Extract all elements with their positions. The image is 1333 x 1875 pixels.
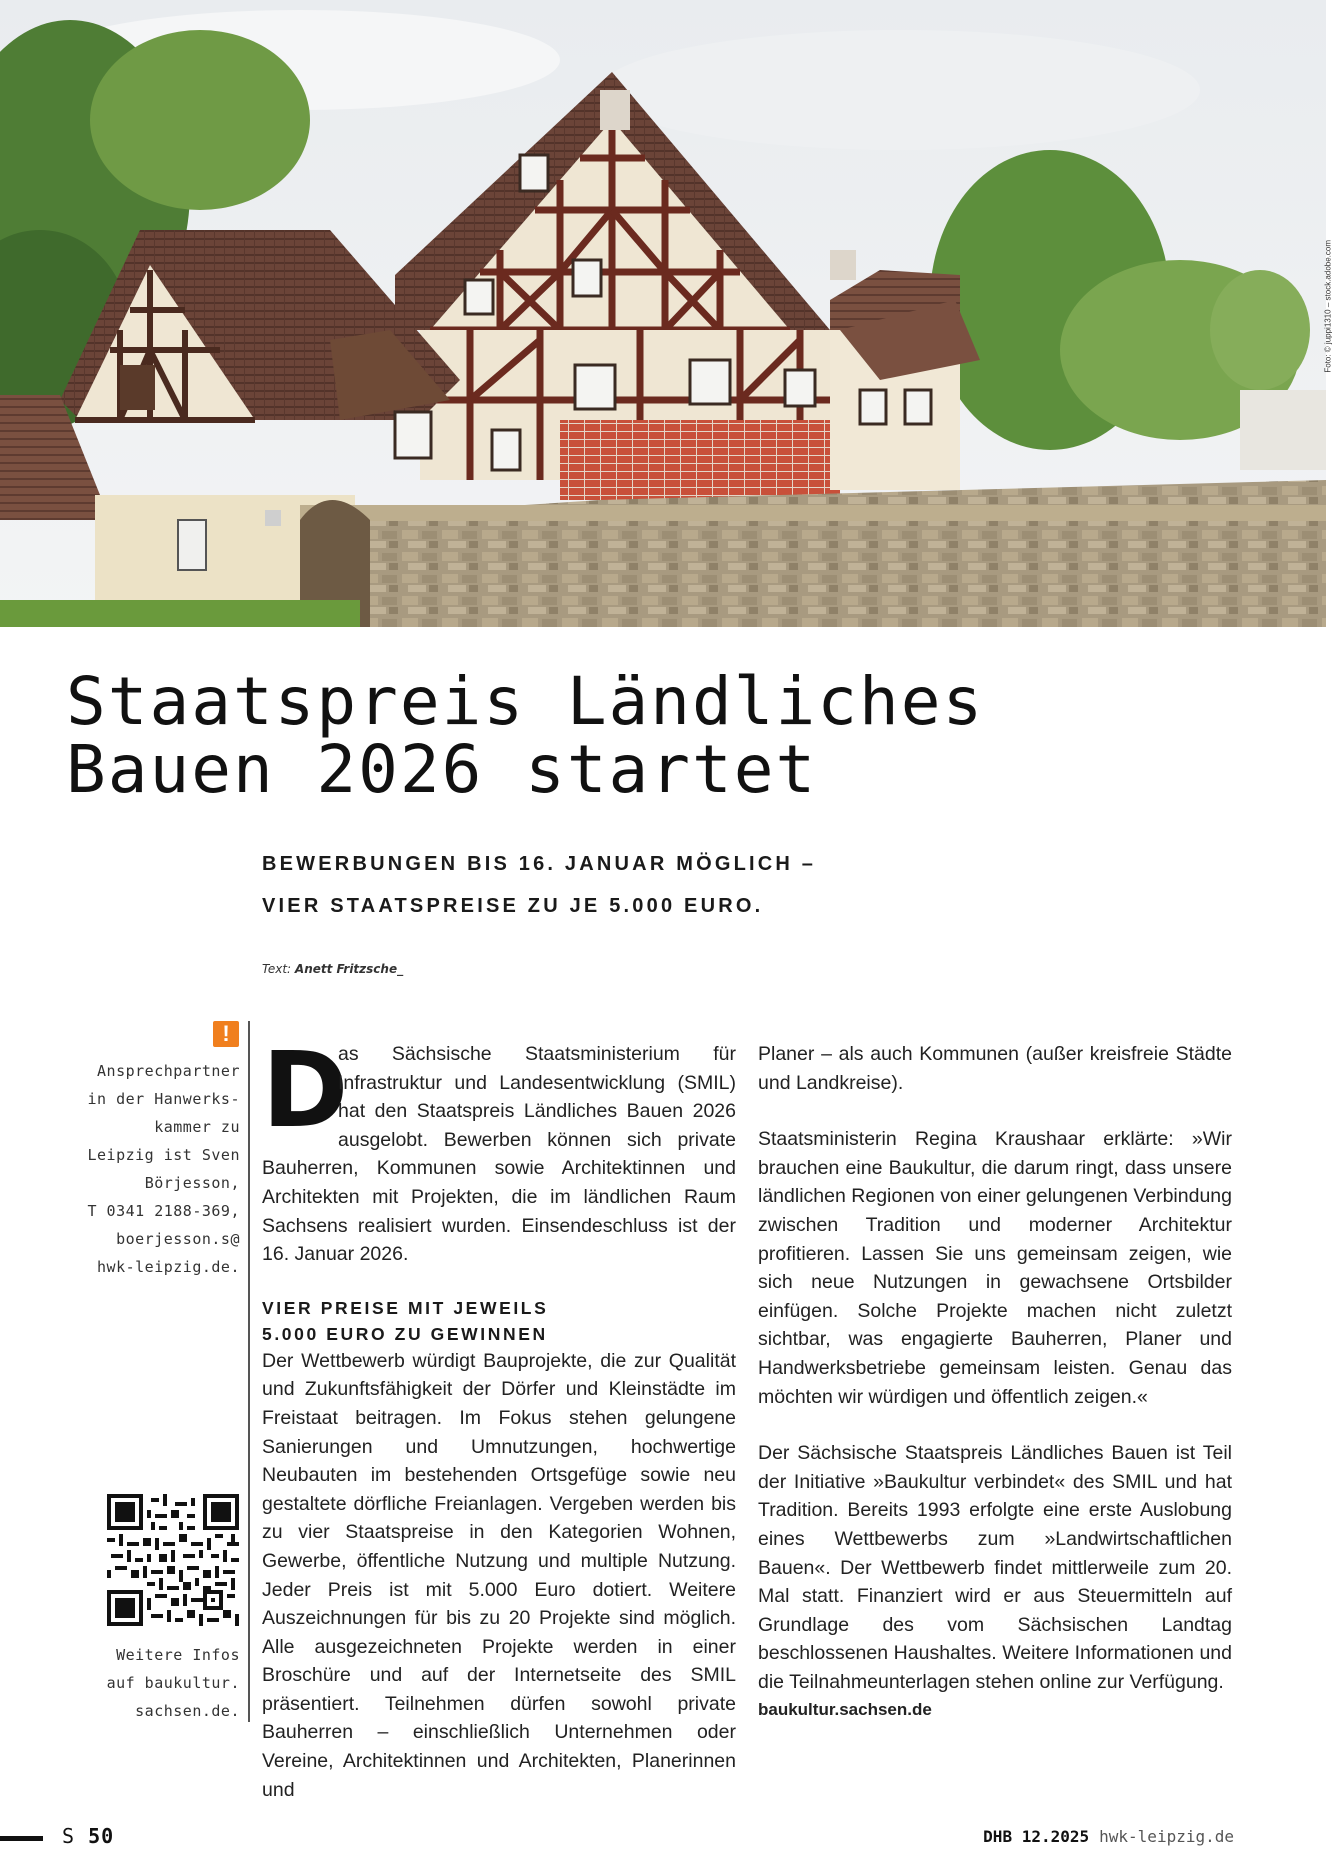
author-prefix: Text: [262,962,295,976]
article-column-2 [758,1040,1232,1725]
quote-paragraph: Staatsministerin Regina Kraushaar erklärte: »Wir brauchen eine Baukultur, die darum ringt, dass unsere ländlichen Regionen von einer gelungenen Verbindung zwischen Tradition und moderner Architektur profitieren. Lassen Sie uns gemeinsam zeigen, wie sich neue Nutzungen in gewachsene Ortsbilder einfügen. Solche Projekte machen nicht zuletzt sichtbar, was engagierte Bauherren, Planer und Handwerksbetriebe gemeinsam leisten. Genau das möchten wir würdigen und öffentlich zeigen.« [758,1128,1232,1408]
author-name: Anett Fritzsche_ [294,962,404,976]
sidebar-more-line[interactable]: auf baukultur. [106,1674,240,1692]
subline-line-1: BEWERBUNGEN BIS 16. JANUAR MÖGLICH – [262,853,817,875]
sidebar-contact-line: in der Hanwerks- [87,1090,240,1108]
issue-label: DHB 12.2025 [983,1827,1090,1846]
sidebar-contact-line: Börjesson, [144,1174,240,1192]
sidebar-contact-line: kammer zu [154,1118,240,1136]
photo-credit: Foto: © juppi1310 – stock.adobe.com [1324,240,1333,373]
page-number [62,1824,114,1848]
sidebar-divider [248,1021,250,1722]
info-alert-icon: ! [213,1021,239,1047]
subline-line-2: VIER STAATSPREISE ZU JE 5.000 EURO. [262,895,764,917]
sidebar-contact-line: T 0341 2188-369, [87,1202,240,1220]
headline-line-1: Staatspreis Ländliches [66,663,985,740]
sidebar-more-info [60,1641,240,1725]
headline-line-2: Bauen 2026 startet [66,731,818,808]
section-heading-line-1: VIER PREISE MIT JEWEILS [262,1297,549,1318]
body-paragraph: Der Wettbewerb würdigt Bauprojekte, die zur Qualität und Zukunftsfähigkeit der Dörfer und Kleinstädte im Freistaat beitragen. Im Fokus stehen gelungene Sanierungen und Umnutzungen, hochwertige Neubauten im bestehenden Ortsgefüge sowie neu gestaltete dörfliche Freianlagen. Vergeben werden bis zu vier Staatspreise in den Kategorien Wohnen, Gewerbe, öffentliche Nutzung und multiple Nutzung. Jeder Preis ist mit 5.000 Euro dotiert. Weitere Auszeichnungen für bis zu 20 Projekte sind möglich. Alle ausgezeichneten Projekte werden in einer Broschüre und auf der Internetseite des SMIL präsentiert. Teilnehmen dürfen sowohl private Bauherren – einschließlich Unternehmen oder Vereine, Architektinnen und Architekten, Planerinnen und [262,1349,736,1801]
dropcap: D [262,1029,349,1151]
hero-photo [0,0,1333,627]
intro-paragraph: as Sächsische Staatsministerium für Infrastruktur und Landesentwicklung (SMIL) hat den Staatspreis Ländliches Bauen 2026 ausgelobt. Bewerben können sich private Bauherren, Kommunen sowie Architektinnen und Architekten mit Projekten, die im ländlichen Raum Sachsens realisiert wurden. Einsendeschluss ist der 16. Januar 2026. [262,1043,736,1266]
footer-accent-bar [0,1836,43,1841]
website-link[interactable]: baukultur.sachsen.de [758,1700,932,1720]
body-paragraph: Der Sächsische Staatspreis Ländliches Bauen ist Teil der Initiative »Baukultur verbindet« des SMIL und hat Tradition. Bereits 1993 erfolgte eine erste Auslobung eines Wettbewerbs zum »Landwirtschaftlichen Bauen«. Der Wettbewerb findet mittlerweile zum 20. Mal statt. Finanziert wird er aus Steuermitteln auf Grundlage des vom Sächsischen Landtag beschlossenen Haushaltes. Weitere Informationen und die Teilnahmeunterlagen stehen online zur Verfügung. [758,1442,1232,1693]
footer-site-link[interactable]: hwk-leipzig.de [1099,1827,1234,1846]
paragraph-gap [758,1411,1232,1439]
section-heading [262,1295,736,1347]
article-subline [262,843,902,927]
sidebar-email-line[interactable]: hwk-leipzig.de. [97,1258,240,1276]
body-paragraph: Planer – als auch Kommunen (außer kreisfreie Städte und Landkreise). [758,1043,1232,1094]
sidebar-more-line[interactable]: sachsen.de. [135,1702,240,1720]
footer-publication [983,1827,1234,1846]
page-prefix: S [62,1824,76,1848]
author-credit [262,962,403,976]
paragraph-gap [758,1097,1232,1125]
sidebar-email-line[interactable]: boerjesson.s@ [116,1230,240,1248]
sidebar-contact-line: Ansprechpartner [97,1062,240,1080]
section-heading-line-2: 5.000 EURO ZU GEWINNEN [262,1323,548,1344]
qr-code[interactable] [107,1494,239,1626]
article-column-1 [262,1029,736,1804]
page-number-value: 50 [88,1824,115,1848]
article-headline [66,663,1266,808]
sidebar-contact [60,1057,240,1281]
sidebar-more-line: Weitere Infos [116,1646,240,1664]
half-timbered-house-illustration [0,0,1326,627]
sidebar-contact-line: Leipzig ist Sven [87,1146,240,1164]
